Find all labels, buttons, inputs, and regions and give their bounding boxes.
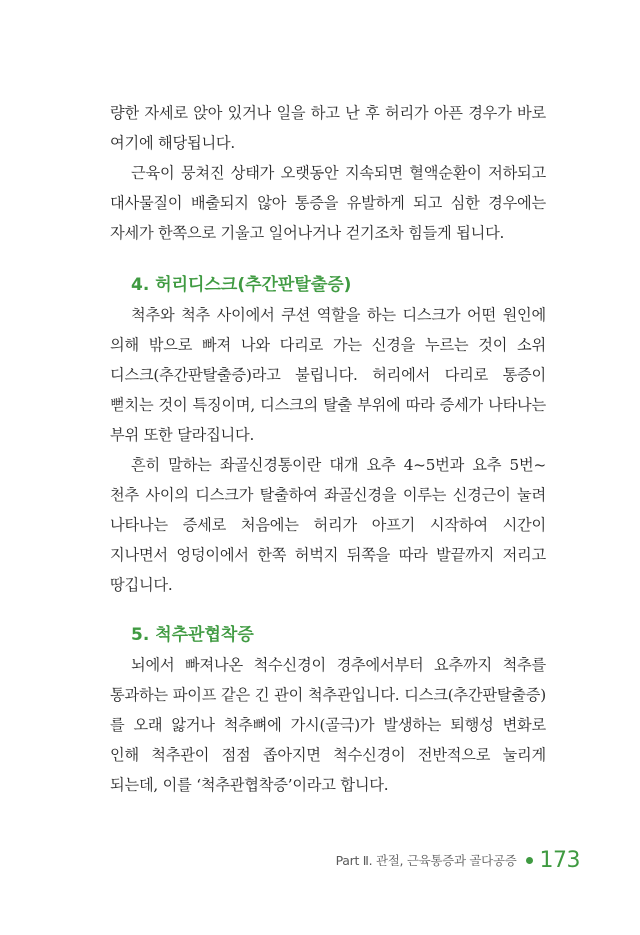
stenosis-paragraph-1: 뇌에서 빠져나온 척수신경이 경추에서부터 요추까지 척추를 통과하는 파이프 같은 긴 관이 척추관입니다. 디스크(추간판탈출증)를 오래 앓거나 척추뼈에 가시(골극)가 발생하는 퇴행성 변화로 인해 척추관이 점점 좁아지면 척수신경이 전반적으로 눌리게 되는데, 이를 ‘척추관협착증’이라고 합니다. xyxy=(110,656,546,794)
section-heading-stenosis: 5. 척추관협착증 xyxy=(131,625,254,645)
disc-paragraph-1: 척추와 척추 사이에서 쿠션 역할을 하는 디스크가 어떤 원인에 의해 밖으로 빠져 나와 다리로 가는 신경을 누르는 것이 소위 디스크(추간판탈출증)라고 불립니다. 허리에서 다리로 통증이 뻗치는 것이 특징이며, 디스크의 탈출 부위에 따라 증세가 나타나는 부위 또한 달라집니다. xyxy=(110,306,546,444)
section-spacer xyxy=(110,600,546,620)
section-spacer xyxy=(110,248,546,270)
disc-paragraph-2: 흔히 말하는 좌골신경통이란 대개 요추 4~5번과 요추 5번~천추 사이의 디스크가 탈출하여 좌골신경을 이루는 신경근이 눌려 나타나는 증세로 처음에는 허리가 아프기 시작하여 시간이 지나면서 엉덩이에서 한쪽 허벅지 뒤쪽을 따라 발끝까지 저리고 땅깁니다. xyxy=(110,456,546,594)
bullet-dot-icon xyxy=(526,857,533,864)
intro-paragraph-1: 량한 자세로 앉아 있거나 일을 하고 난 후 허리가 아픈 경우가 바로 여기에 해당됩니다. xyxy=(110,104,546,152)
section-heading-disc: 4. 허리디스크(추간판탈출증) xyxy=(131,275,352,295)
page-number: 173 xyxy=(539,847,580,873)
intro-paragraph-2: 근육이 뭉쳐진 상태가 오랫동안 지속되면 혈액순환이 저하되고 대사물질이 배출되지 않아 통증을 유발하게 되고 심한 경우에는 자세가 한쪽으로 기울고 일어나거나 걷기조차 힘들게 됩니다. xyxy=(110,164,546,242)
running-title: Part Ⅱ. 관절, 근육통증과 골다공증 xyxy=(335,853,517,868)
page-footer xyxy=(336,846,580,874)
page-content xyxy=(110,98,546,800)
